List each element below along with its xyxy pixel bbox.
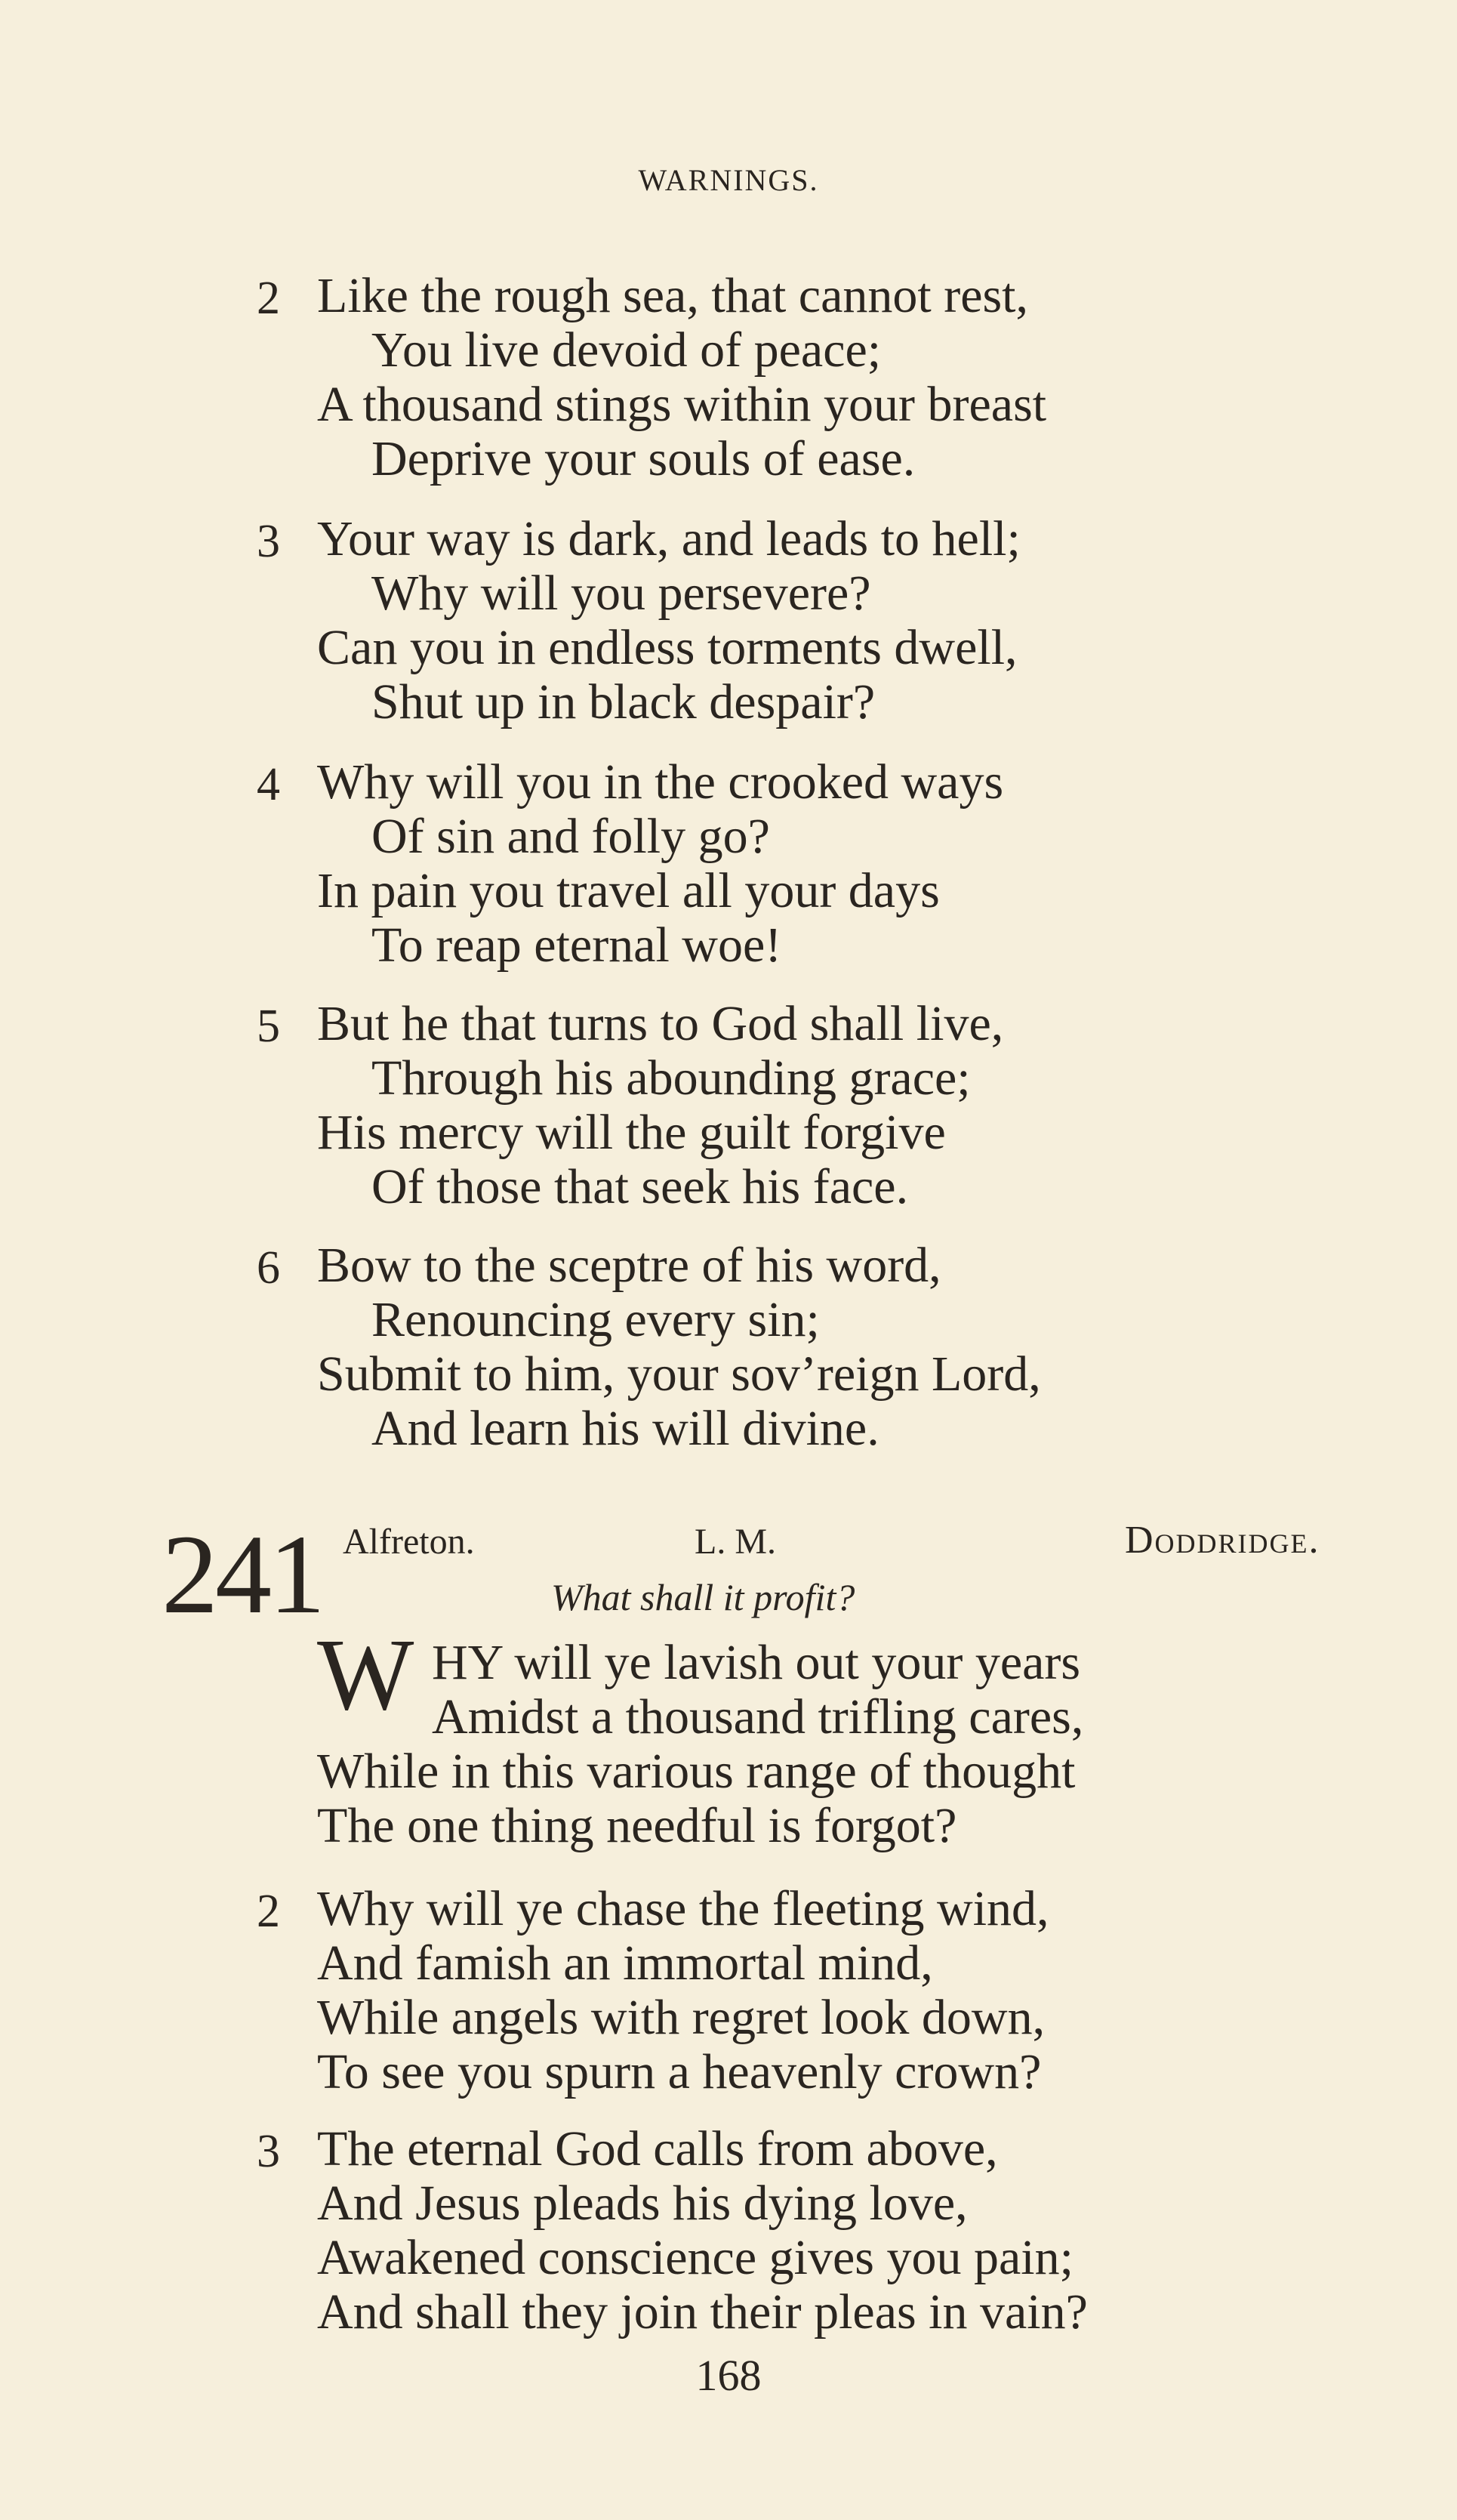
verse-line: Shut up in black despair?	[371, 674, 876, 729]
verse-line: Renouncing every sin;	[371, 1292, 820, 1347]
verse-line: While in this various range of thought	[317, 1744, 1076, 1799]
verse-line: You live devoid of peace;	[371, 322, 882, 378]
verse-line: Like the rough sea, that cannot rest,	[317, 268, 1029, 323]
page-header: WARNINGS.	[638, 163, 819, 197]
tune-name: Alfreton.	[343, 1522, 475, 1562]
stanza-number: 2	[257, 273, 280, 324]
verse-line: While angels with regret look down,	[317, 1990, 1046, 2045]
verse-line: HY will ye lavish out your years	[432, 1635, 1081, 1690]
hymn-subtitle: What shall it profit?	[551, 1576, 855, 1618]
verse-line: To see you spurn a heavenly crown?	[317, 2044, 1042, 2099]
stanza-number: 3	[257, 516, 280, 567]
stanza-number: 2	[257, 1886, 280, 1937]
stanza-number: 4	[257, 759, 280, 810]
verse-line: Of those that seek his face.	[371, 1159, 909, 1214]
verse-line: Submit to him, your sov’reign Lord,	[317, 1346, 1041, 1402]
verse-line: His mercy will the guilt forgive	[317, 1105, 946, 1160]
verse-line: A thousand stings within your breast	[317, 377, 1047, 432]
verse-line: And shall they join their pleas in vain?	[317, 2284, 1088, 2340]
verse-line: Of sin and folly go?	[371, 809, 770, 864]
drop-cap: W	[317, 1618, 414, 1732]
stanza-number: 3	[257, 2126, 280, 2177]
verse-line: Why will you persevere?	[371, 566, 871, 621]
hymn-author: Doddridge.	[1125, 1519, 1320, 1562]
verse-line: In pain you travel all your days	[317, 863, 940, 918]
page-number: 168	[695, 2351, 762, 2400]
hymn-meter: L. M.	[695, 1522, 776, 1562]
verse-line: The one thing needful is forgot?	[317, 1798, 957, 1853]
verse-line: And famish an immortal mind,	[317, 1935, 933, 1991]
verse-line: To reap eternal woe!	[371, 918, 782, 973]
verse-line: But he that turns to God shall live,	[317, 996, 1004, 1051]
verse-line: Deprive your souls of ease.	[371, 431, 916, 486]
verse-line: Through his abounding grace;	[371, 1050, 971, 1106]
hymn-number: 241	[162, 1512, 322, 1637]
stanza-number: 6	[257, 1242, 280, 1294]
verse-line: Your way is dark, and leads to hell;	[317, 511, 1021, 566]
verse-line: Why will ye chase the fleeting wind,	[317, 1881, 1049, 1936]
verse-line: Can you in endless torments dwell,	[317, 620, 1018, 675]
verse-line: Why will you in the crooked ways	[317, 754, 1004, 810]
verse-line: And Jesus pleads his dying love,	[317, 2176, 968, 2231]
verse-line: And learn his will divine.	[371, 1401, 879, 1456]
verse-line: The eternal God calls from above,	[317, 2121, 998, 2176]
verse-line: Awakened conscience gives you pain;	[317, 2230, 1073, 2285]
stanza-number: 5	[257, 1001, 280, 1052]
verse-line: Amidst a thousand trifling cares,	[432, 1689, 1084, 1744]
verse-line: Bow to the sceptre of his word,	[317, 1238, 941, 1293]
